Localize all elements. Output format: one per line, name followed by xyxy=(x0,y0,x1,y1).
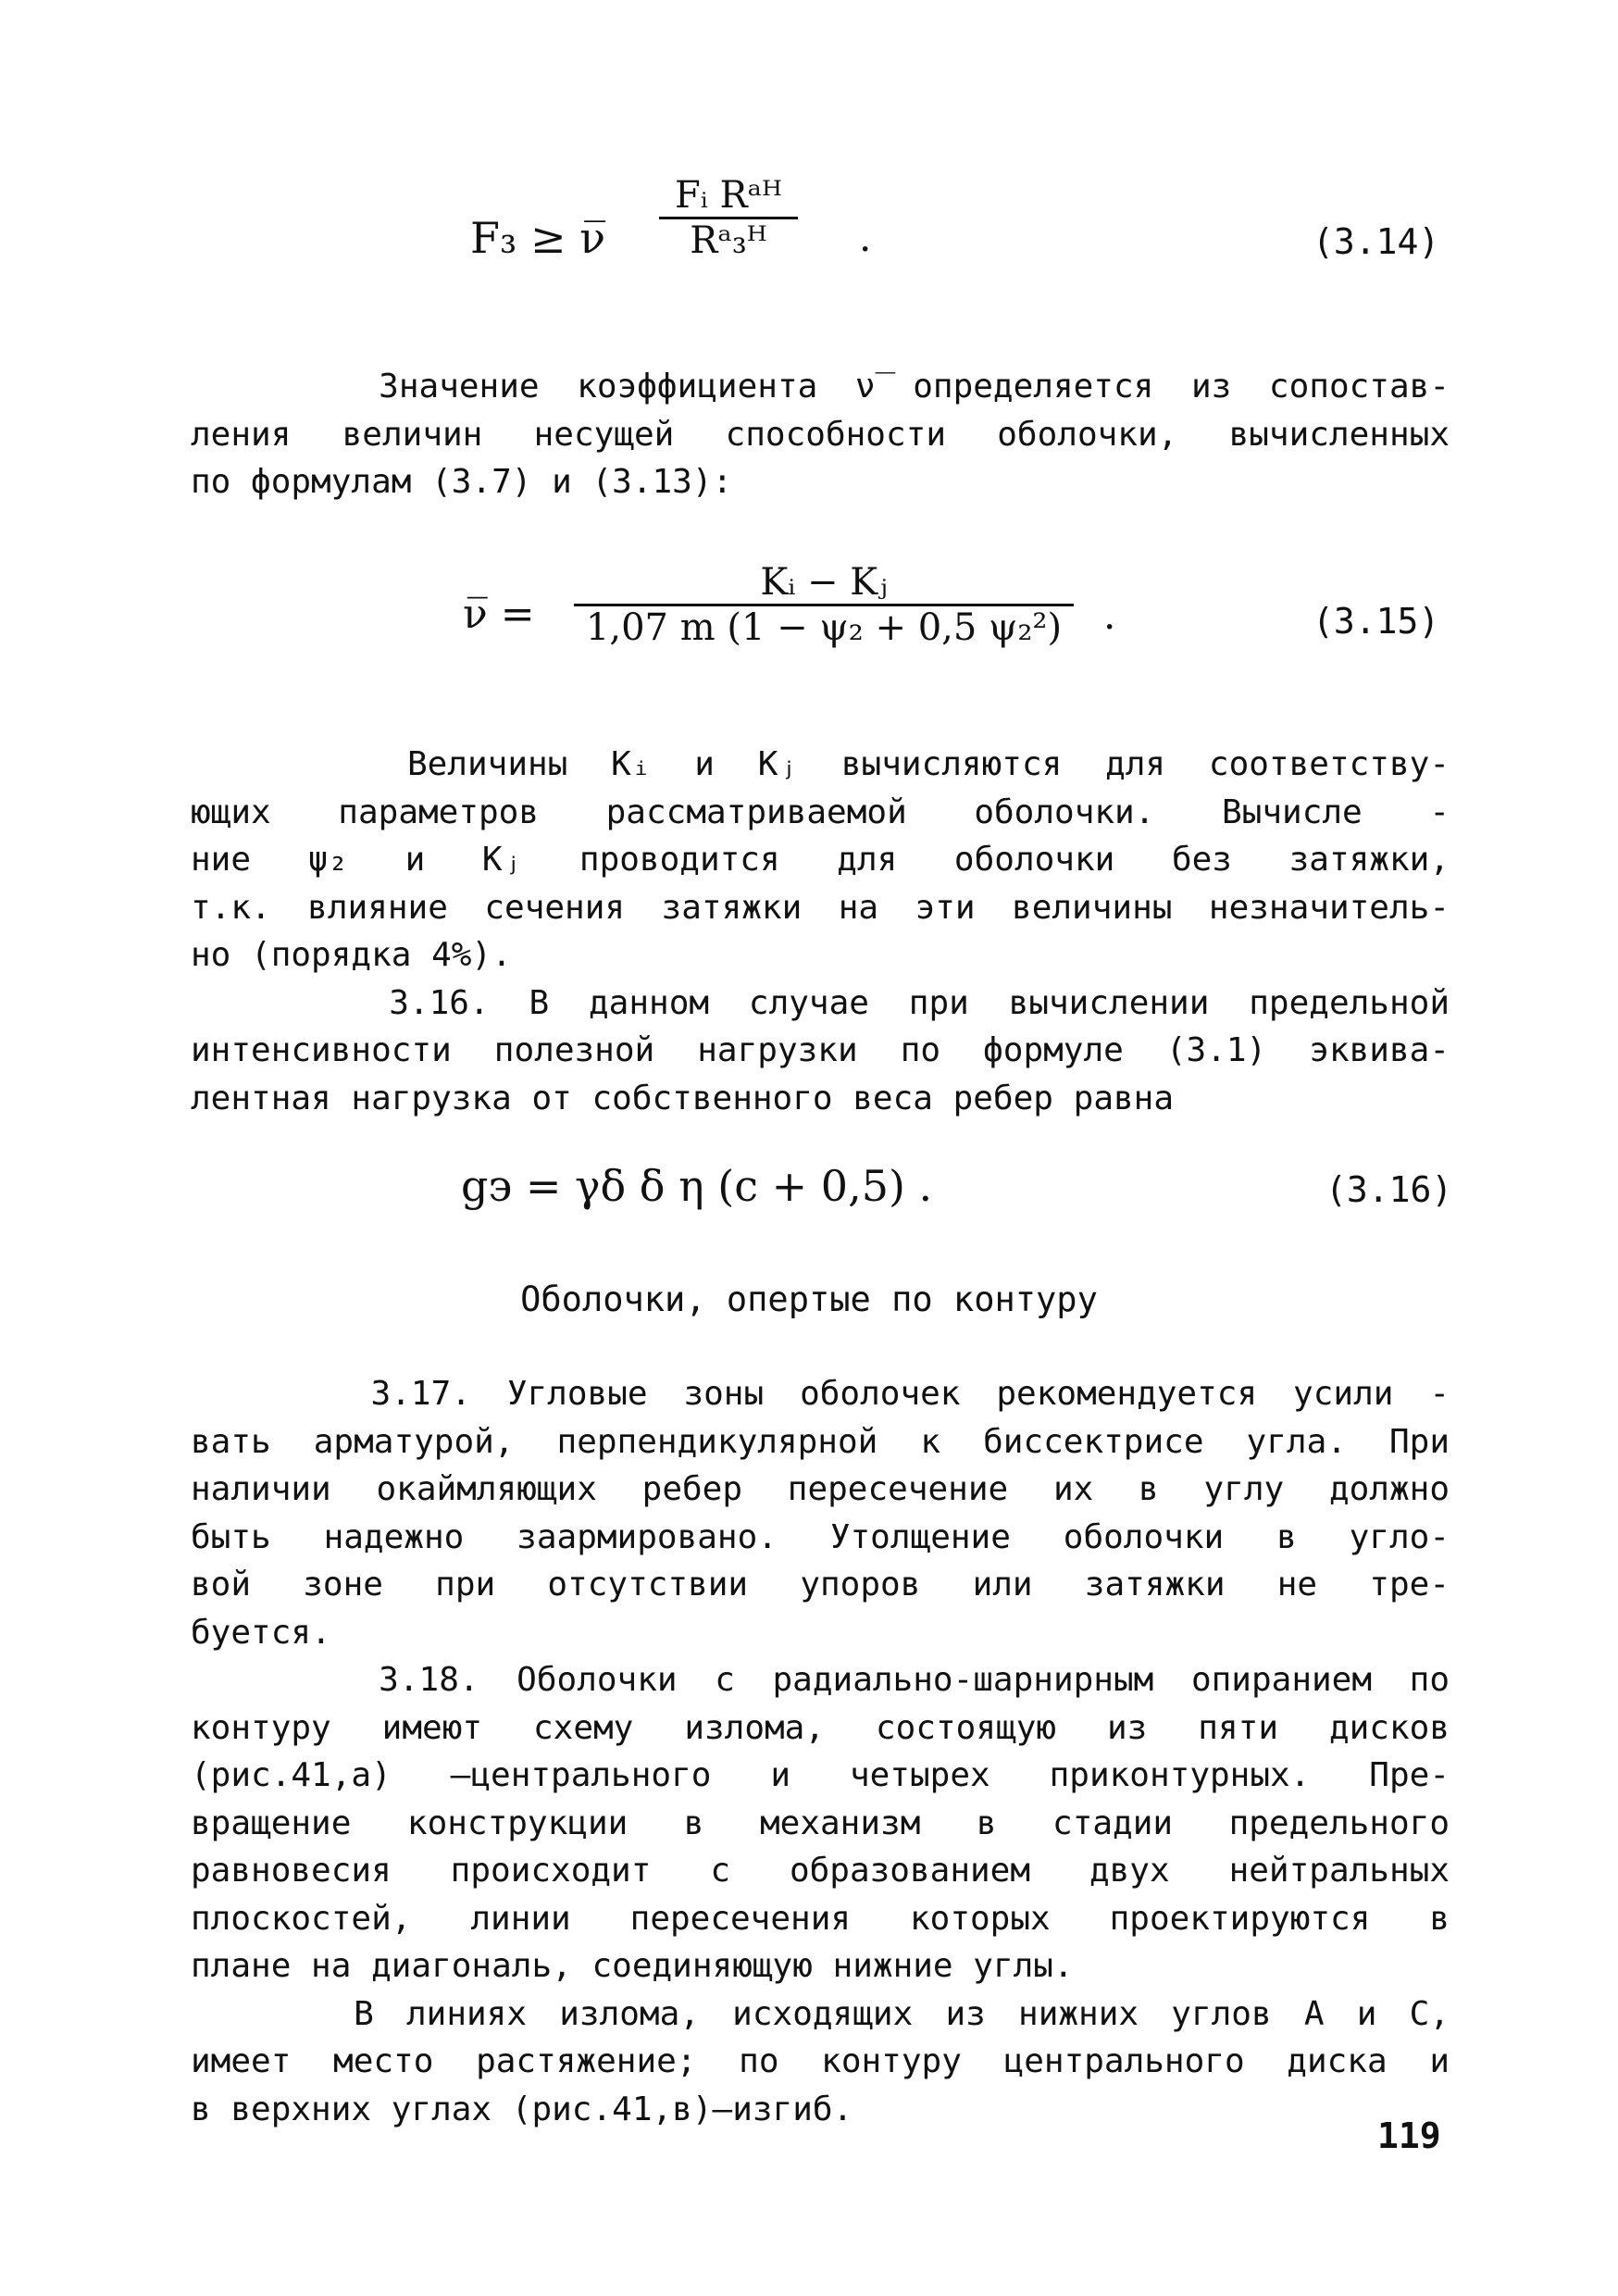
text-line: равновесия происходит с образованием двух нейтральных xyxy=(191,1852,1450,1890)
text-line: быть надежно заармировано. Утолщение оболочки в угло- xyxy=(191,1517,1450,1556)
text-line: ления величин несущей способности оболочки, вычисленных xyxy=(191,415,1450,454)
text-line: наличии окаймляющих ребер пересечение их в углу должно xyxy=(191,1470,1450,1508)
text-line: контуру имеют схему излома, состоящую из пяти дисков xyxy=(191,1708,1450,1747)
fraction-denominator: 1,07 m (1 − ψ₂ + 0,5 ψ₂²) xyxy=(585,606,1063,649)
equation-fraction xyxy=(659,174,798,262)
fraction-numerator: Fᵢ Rᵃᴴ xyxy=(674,174,783,217)
paragraph-coefficient xyxy=(191,363,1450,506)
paragraph-values xyxy=(191,741,1450,1122)
equation-lhs: F₃ ≥ ν̅ xyxy=(470,213,606,263)
text-line: по формулам (3.7) и (3.13): xyxy=(191,463,733,501)
text-line: вой зоне при отсутствии упоров или затяжки не тре- xyxy=(191,1566,1450,1603)
text-line: лентная нагрузка от собственного веса ребер равна xyxy=(191,1079,1175,1117)
text-line: в верхних углах (рис.41,в)–изгиб. xyxy=(191,2090,853,2128)
equation-fraction xyxy=(574,561,1074,649)
text-line: вращение конструкции в механизм в стадии предельного xyxy=(191,1803,1450,1842)
equation-number: (3.16) xyxy=(1326,1169,1453,1210)
text-line: Величины Kᵢ и Kⱼ вычисляются для соответству- xyxy=(191,745,1450,783)
text-line: интенсивности полезной нагрузки по формуле (3.1) эквива- xyxy=(191,1031,1450,1069)
text-line: вать арматурой, перпендикулярной к биссектрисе угла. При xyxy=(191,1422,1450,1461)
text-line: (рис.41,а) –центрального и четырех приконтурных. Пре- xyxy=(191,1756,1450,1794)
text-line: 3.18. Оболочки с радиально-шарнирным опиранием по xyxy=(191,1661,1450,1699)
fraction-numerator: Kᵢ − Kⱼ xyxy=(760,561,888,604)
text-line: но (порядка 4%). xyxy=(191,936,512,974)
section-heading: Оболочки, опертые по контуру xyxy=(520,1279,1098,1319)
fraction-denominator: Rᵃ₃ᴴ xyxy=(690,219,767,262)
text-line: плане на диагональ, соединяющую нижние углы. xyxy=(191,1947,1074,1985)
page-number: 119 xyxy=(1377,2115,1441,2156)
text-line: 3.17. Угловые зоны оболочек рекомендуется усили - xyxy=(191,1375,1450,1413)
text-line: ющих параметров рассматриваемой оболочки. Вычисле - xyxy=(191,792,1450,831)
equation-lhs: ν̅ = xyxy=(463,591,535,638)
text-line: Значение коэффициента ν̅ определяется из сопостав- xyxy=(191,368,1450,406)
equation-3-14 xyxy=(0,167,1618,324)
equation-number: (3.15) xyxy=(1313,601,1440,642)
text-line: В линиях излома, исходящих из нижних углов А и С, xyxy=(191,1994,1450,2033)
equation-3-16 xyxy=(0,1148,1618,1241)
text-line: буется. xyxy=(191,1613,331,1652)
text-line: ние ψ₂ и Kⱼ проводится для оболочки без затяжки, xyxy=(191,841,1450,879)
text-line: имеет место растяжение; по контуру центрального диска и xyxy=(191,2042,1450,2080)
equation-number: (3.14) xyxy=(1313,221,1440,262)
paragraph-sections xyxy=(191,1370,1450,2133)
equation-3-15 xyxy=(0,555,1618,704)
equation-tail: . xyxy=(1103,593,1116,638)
equation-expression: gэ = γδ δ η (c + 0,5) . xyxy=(461,1161,933,1211)
equation-tail: . xyxy=(859,215,872,260)
text-line: т.к. влияние сечения затяжки на эти величины незначитель- xyxy=(191,888,1450,927)
text-line: плоскостей, линии пересечения которых проектируются в xyxy=(191,1899,1450,1938)
text-line: 3.16. В данном случае при вычислении предельной xyxy=(191,983,1450,1022)
